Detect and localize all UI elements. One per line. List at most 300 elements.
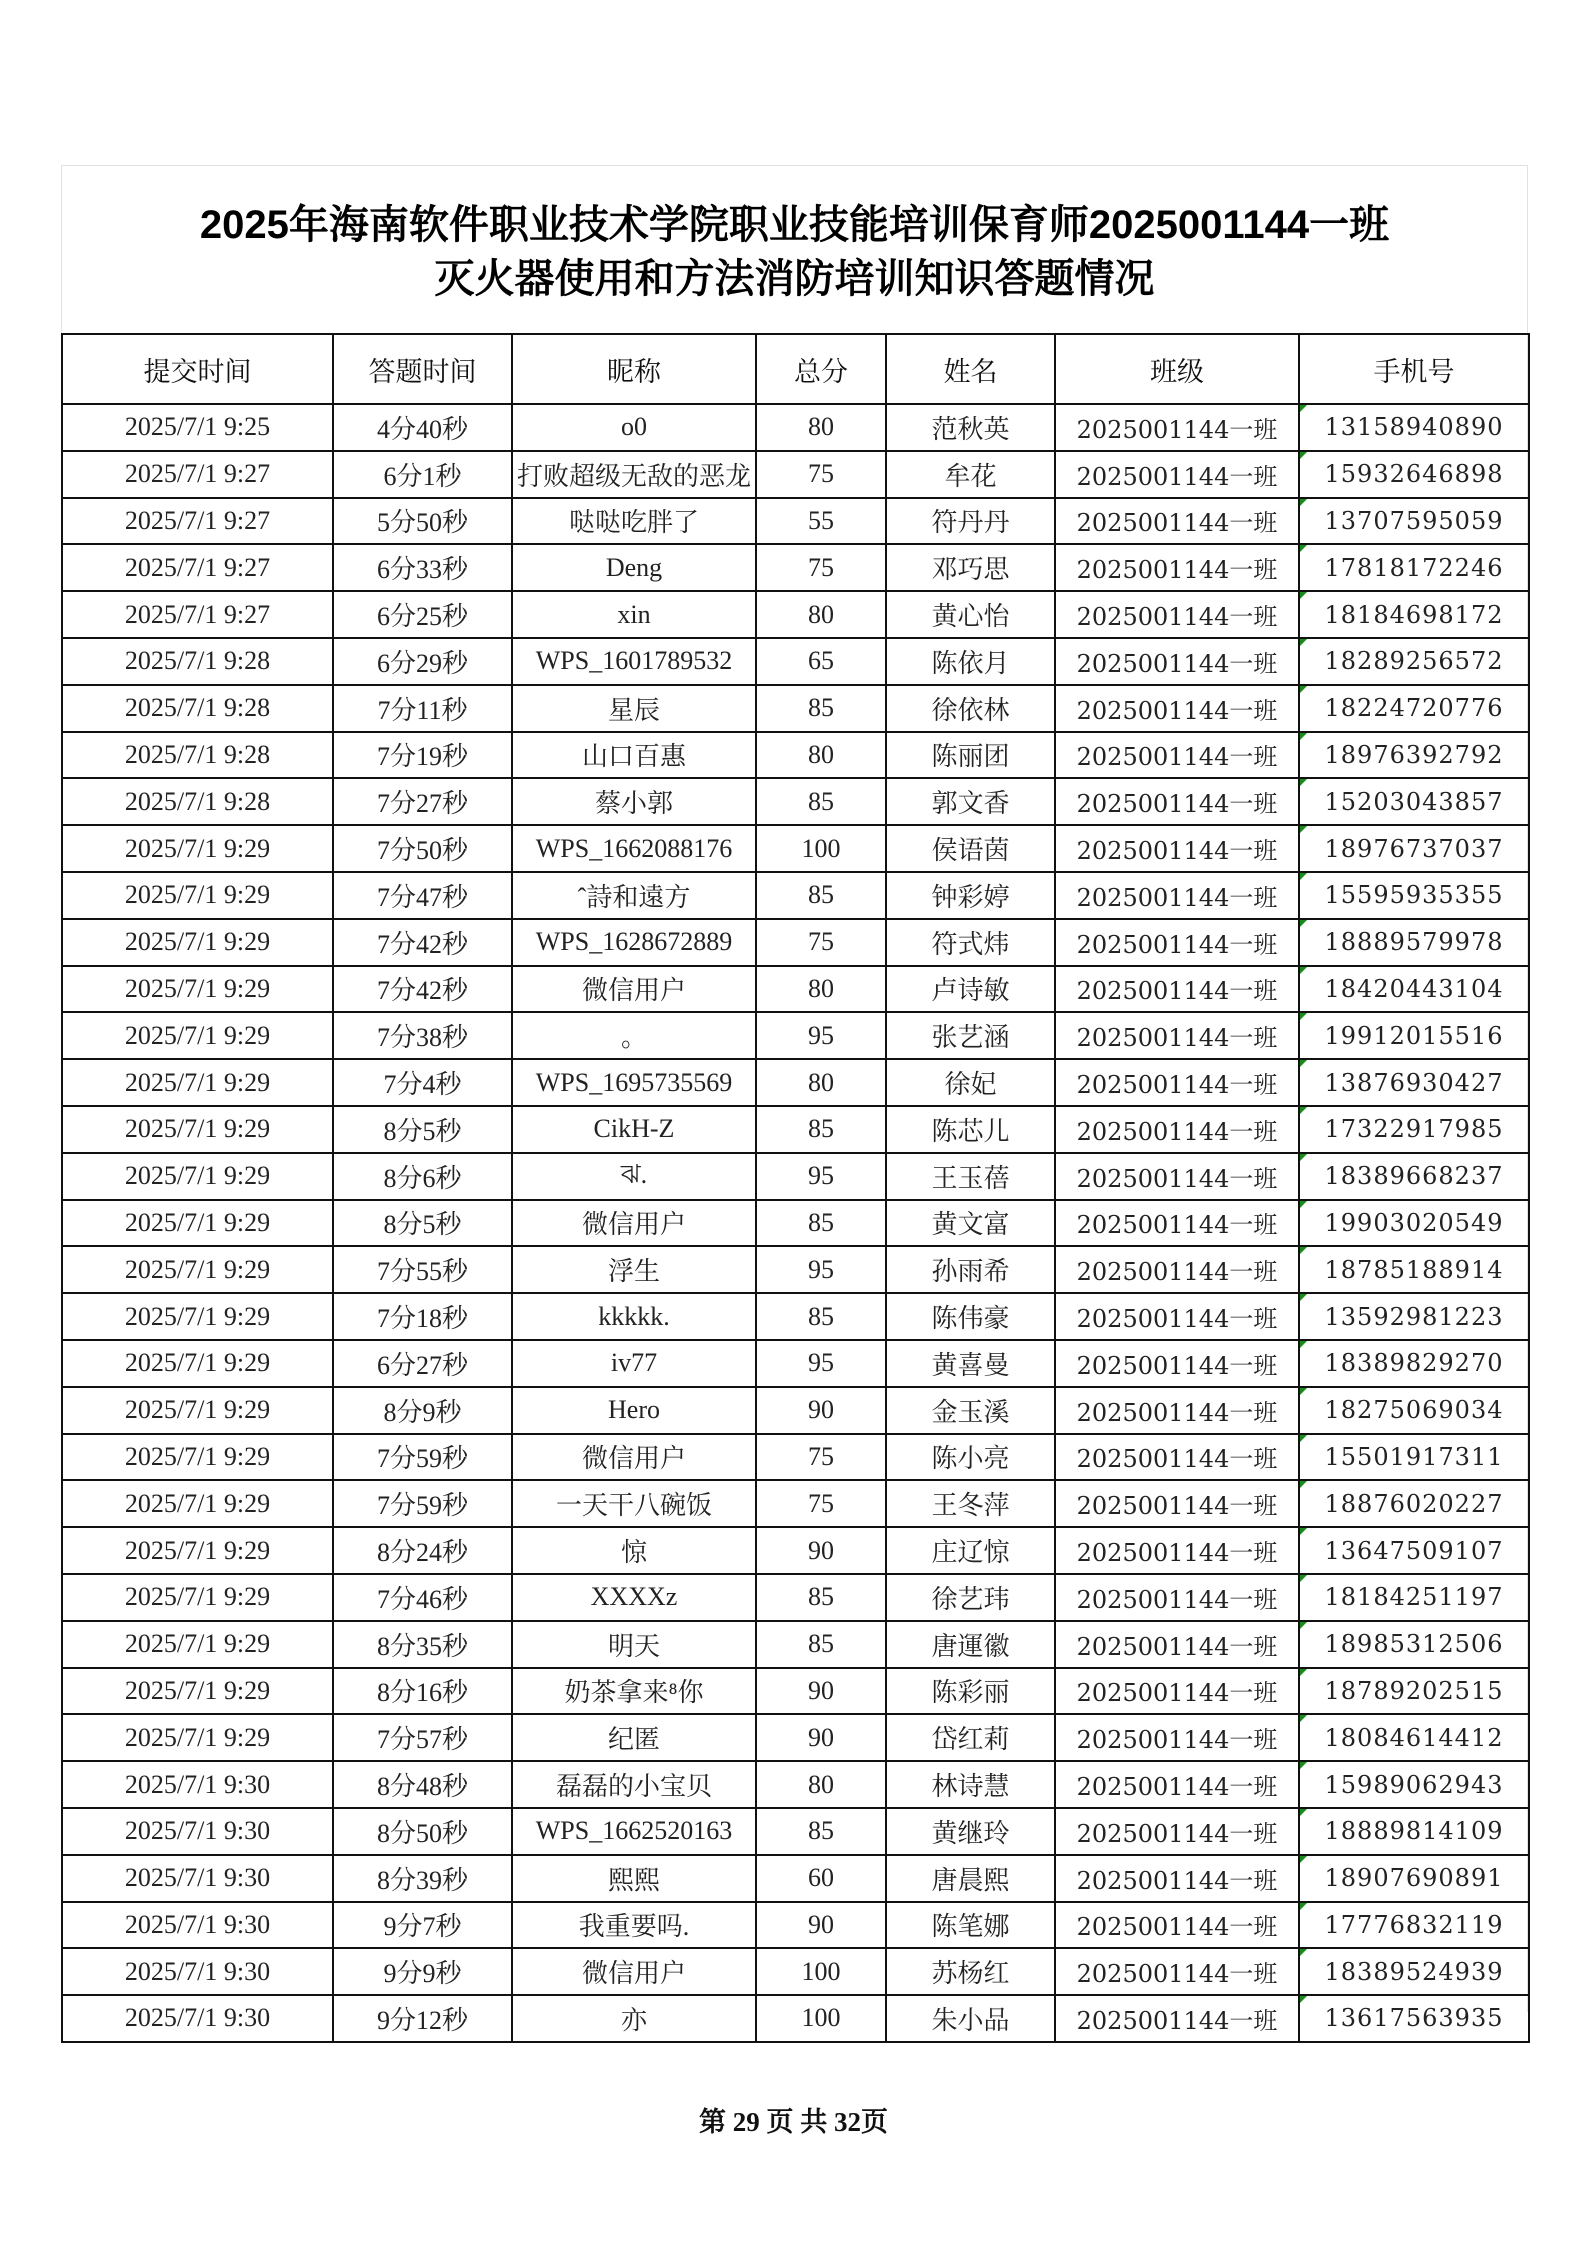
table-row — [62, 732, 1529, 779]
text-number-indicator-icon — [1300, 826, 1307, 833]
table-row — [62, 1855, 1529, 1902]
phone-cell — [1299, 1480, 1529, 1527]
class-cell — [1055, 1200, 1299, 1247]
nickname-cell — [512, 732, 756, 779]
score-cell — [756, 1668, 886, 1715]
submit-time-text: 2025/7/1 9:29 — [124, 833, 271, 863]
text-number-indicator-icon — [1300, 1107, 1307, 1114]
class-text: 2025001144一班 — [1076, 930, 1278, 959]
submit-time-cell — [62, 404, 333, 451]
score-text: 85 — [808, 786, 834, 816]
duration-cell — [333, 1668, 512, 1715]
class-cell — [1055, 1714, 1299, 1761]
score-cell — [756, 1855, 886, 1902]
score-text: 100 — [801, 1956, 841, 1986]
name-text: 黄继玲 — [931, 1818, 1010, 1848]
duration-text: 8分39秒 — [376, 1865, 468, 1895]
phone-cell — [1299, 966, 1529, 1013]
submit-time-text: 2025/7/1 9:28 — [124, 786, 271, 816]
text-number-indicator-icon — [1300, 1949, 1307, 1956]
nickname-cell — [512, 1387, 756, 1434]
duration-text: 7分47秒 — [376, 882, 468, 912]
name-cell — [886, 1059, 1055, 1106]
class-cell — [1055, 1995, 1299, 2042]
table-row — [62, 498, 1529, 545]
phone-cell — [1299, 1574, 1529, 1621]
name-text: 徐妃 — [944, 1070, 997, 1100]
submit-time-text: 2025/7/1 9:29 — [124, 1629, 271, 1659]
table-row — [62, 1995, 1529, 2042]
table-row — [62, 1714, 1529, 1761]
phone-text: 13592981223 — [1324, 1302, 1504, 1331]
class-cell — [1055, 1480, 1299, 1527]
duration-text: 9分7秒 — [383, 1912, 462, 1942]
phone-text: 18275069034 — [1324, 1396, 1504, 1425]
duration-cell — [333, 825, 512, 872]
nickname-cell — [512, 1527, 756, 1574]
duration-cell — [333, 1200, 512, 1247]
class-cell — [1055, 1012, 1299, 1059]
score-cell — [756, 1059, 886, 1106]
table-row — [62, 1621, 1529, 1668]
duration-text: 7分57秒 — [376, 1725, 468, 1755]
name-cell — [886, 544, 1055, 591]
name-text: 岱红莉 — [931, 1725, 1010, 1755]
score-cell — [756, 1902, 886, 1949]
table-row — [62, 404, 1529, 451]
score-cell — [756, 1153, 886, 1200]
nickname-text: 星辰 — [607, 695, 660, 725]
score-cell — [756, 685, 886, 732]
nickname-text: WPS_1662088176 — [535, 833, 733, 863]
score-text: 80 — [808, 599, 834, 629]
duration-text: 6分29秒 — [376, 648, 468, 678]
nickname-text: CikH-Z — [593, 1114, 675, 1144]
name-cell — [886, 1246, 1055, 1293]
duration-cell — [333, 778, 512, 825]
header-nickname: 昵称 — [512, 334, 756, 404]
nickname-cell — [512, 1434, 756, 1481]
submit-time-text: 2025/7/1 9:30 — [124, 1769, 271, 1799]
nickname-text: 熙熙 — [607, 1865, 660, 1895]
phone-text: 17322917985 — [1324, 1115, 1504, 1144]
class-cell — [1055, 1761, 1299, 1808]
name-text: 陈伟豪 — [931, 1304, 1010, 1334]
phone-text: 13707595059 — [1324, 506, 1504, 535]
class-cell — [1055, 919, 1299, 966]
nickname-text: 明天 — [607, 1631, 660, 1661]
submit-time-cell — [62, 966, 333, 1013]
duration-cell — [333, 1387, 512, 1434]
nickname-text: 哒哒吃胖了 — [568, 508, 699, 538]
score-text: 90 — [808, 1395, 834, 1425]
score-cell — [756, 1527, 886, 1574]
name-cell — [886, 591, 1055, 638]
duration-text: 9分12秒 — [376, 2005, 468, 2035]
submit-time-text: 2025/7/1 9:30 — [124, 2003, 271, 2033]
class-text: 2025001144一班 — [1076, 696, 1278, 725]
name-cell — [886, 638, 1055, 685]
class-text: 2025001144一班 — [1076, 509, 1278, 538]
name-text: 张艺涵 — [931, 1023, 1010, 1053]
name-cell — [886, 451, 1055, 498]
submit-time-cell — [62, 1668, 333, 1715]
table-row — [62, 1106, 1529, 1153]
phone-cell — [1299, 1527, 1529, 1574]
table-row — [62, 1012, 1529, 1059]
name-cell — [886, 919, 1055, 966]
submit-time-cell — [62, 1434, 333, 1481]
submit-time-text: 2025/7/1 9:29 — [124, 1114, 271, 1144]
duration-text: 6分27秒 — [376, 1350, 468, 1380]
nickname-text: WPS_1662520163 — [535, 1816, 733, 1846]
submit-time-text: 2025/7/1 9:29 — [124, 1582, 271, 1612]
nickname-text: xin — [617, 599, 651, 629]
nickname-text: 磊磊的小宝贝 — [555, 1772, 712, 1801]
phone-text: 18876020227 — [1324, 1489, 1504, 1518]
class-cell — [1055, 685, 1299, 732]
name-text: 唐運徽 — [931, 1631, 1010, 1661]
name-cell — [886, 1761, 1055, 1808]
duration-text: 7分11秒 — [377, 695, 468, 725]
phone-cell — [1299, 404, 1529, 451]
nickname-text: iv77 — [610, 1348, 658, 1378]
table-row — [62, 1340, 1529, 1387]
duration-text: 4分40秒 — [376, 414, 468, 444]
duration-cell — [333, 1714, 512, 1761]
nickname-cell — [512, 498, 756, 545]
phone-text: 18184251197 — [1324, 1583, 1504, 1612]
score-text: 75 — [808, 1488, 834, 1518]
score-cell — [756, 1621, 886, 1668]
score-text: 75 — [808, 459, 834, 489]
name-text: 金玉溪 — [931, 1397, 1010, 1427]
name-text: 黄心怡 — [931, 602, 1010, 632]
phone-text: 15932646898 — [1324, 460, 1504, 489]
name-text: 林诗慧 — [931, 1772, 1010, 1801]
class-text: 2025001144一班 — [1076, 1398, 1278, 1427]
submit-time-cell — [62, 1761, 333, 1808]
duration-text: 6分25秒 — [376, 602, 468, 632]
nickname-cell — [512, 1668, 756, 1715]
nickname-cell — [512, 1059, 756, 1106]
name-cell — [886, 872, 1055, 919]
phone-text: 19903020549 — [1324, 1208, 1504, 1237]
name-cell — [886, 498, 1055, 545]
submit-time-cell — [62, 1387, 333, 1434]
name-cell — [886, 966, 1055, 1013]
submit-time-cell — [62, 872, 333, 919]
duration-cell — [333, 732, 512, 779]
submit-time-cell — [62, 778, 333, 825]
duration-text: 6分1秒 — [383, 461, 462, 491]
score-text: 90 — [808, 1722, 834, 1752]
nickname-text: 奶茶拿来⁸你 — [564, 1678, 704, 1708]
submit-time-text: 2025/7/1 9:29 — [124, 973, 271, 1003]
score-cell — [756, 404, 886, 451]
nickname-text: XXXXz — [590, 1582, 678, 1612]
nickname-text: 亦 — [620, 2005, 647, 2035]
submit-time-text: 2025/7/1 9:29 — [124, 1161, 271, 1191]
name-cell — [886, 1668, 1055, 1715]
nickname-text: Deng — [605, 552, 663, 582]
duration-cell — [333, 1293, 512, 1340]
submit-time-text: 2025/7/1 9:29 — [124, 927, 271, 957]
score-cell — [756, 1714, 886, 1761]
class-text: 2025001144一班 — [1076, 1819, 1278, 1848]
score-text: 95 — [808, 1161, 834, 1191]
nickname-cell — [512, 1995, 756, 2042]
text-number-indicator-icon — [1300, 1247, 1307, 1254]
duration-cell — [333, 1995, 512, 2042]
duration-text: 7分42秒 — [376, 929, 468, 959]
class-text: 2025001144一班 — [1076, 556, 1278, 585]
phone-cell — [1299, 1387, 1529, 1434]
class-cell — [1055, 966, 1299, 1013]
phone-cell — [1299, 1200, 1529, 1247]
submit-time-text: 2025/7/1 9:28 — [124, 739, 271, 769]
text-number-indicator-icon — [1300, 1060, 1307, 1067]
nickname-text: ˆ詩和遠方 — [577, 882, 691, 912]
class-cell — [1055, 1434, 1299, 1481]
phone-cell — [1299, 1948, 1529, 1995]
class-cell — [1055, 591, 1299, 638]
nickname-text: 微信用户 — [581, 976, 686, 1006]
table-row — [62, 1527, 1529, 1574]
class-text: 2025001144一班 — [1076, 1539, 1278, 1568]
submit-time-cell — [62, 498, 333, 545]
text-number-indicator-icon — [1300, 1388, 1307, 1395]
duration-text: 7分27秒 — [376, 789, 468, 819]
duration-cell — [333, 1340, 512, 1387]
nickname-text: 我重要吗. — [578, 1912, 690, 1942]
text-number-indicator-icon — [1300, 1013, 1307, 1020]
table-row — [62, 1293, 1529, 1340]
phone-text: 13617563935 — [1324, 2004, 1504, 2033]
duration-cell — [333, 404, 512, 451]
duration-text: 7分38秒 — [376, 1023, 468, 1053]
submit-time-text: 2025/7/1 9:29 — [124, 1488, 271, 1518]
name-text: 郭文香 — [931, 789, 1010, 819]
submit-time-cell — [62, 544, 333, 591]
phone-cell — [1299, 591, 1529, 638]
name-text: 孙雨希 — [931, 1257, 1010, 1287]
submit-time-cell — [62, 1246, 333, 1293]
phone-cell — [1299, 1106, 1529, 1153]
submit-time-cell — [62, 1480, 333, 1527]
phone-cell — [1299, 1340, 1529, 1387]
class-text: 2025001144一班 — [1076, 1773, 1278, 1801]
submit-time-cell — [62, 638, 333, 685]
submit-time-cell — [62, 1340, 333, 1387]
name-text: 苏杨红 — [931, 1959, 1010, 1989]
submit-time-text: 2025/7/1 9:28 — [124, 646, 271, 676]
name-text: 庄辽惊 — [931, 1538, 1010, 1568]
nickname-cell — [512, 1340, 756, 1387]
nickname-cell — [512, 825, 756, 872]
phone-cell — [1299, 1808, 1529, 1855]
class-cell — [1055, 1293, 1299, 1340]
submit-time-text: 2025/7/1 9:27 — [124, 552, 271, 582]
text-number-indicator-icon — [1300, 405, 1307, 412]
phone-cell — [1299, 638, 1529, 685]
phone-cell — [1299, 685, 1529, 732]
phone-cell — [1299, 498, 1529, 545]
submit-time-cell — [62, 1995, 333, 2042]
class-text: 2025001144一班 — [1076, 1492, 1278, 1521]
duration-cell — [333, 1246, 512, 1293]
phone-text: 17818172246 — [1324, 553, 1504, 582]
table-row — [62, 919, 1529, 966]
text-number-indicator-icon — [1300, 1762, 1307, 1769]
class-text: 2025001144一班 — [1076, 1164, 1278, 1193]
score-cell — [756, 1434, 886, 1481]
nickname-text: 微信用户 — [581, 1444, 686, 1474]
score-text: 95 — [808, 1020, 834, 1050]
text-number-indicator-icon — [1300, 1341, 1307, 1348]
score-text: 85 — [808, 1301, 834, 1331]
duration-cell — [333, 1761, 512, 1808]
nickname-cell — [512, 1293, 756, 1340]
submit-time-cell — [62, 1948, 333, 1995]
submit-time-cell — [62, 1808, 333, 1855]
score-cell — [756, 498, 886, 545]
score-cell — [756, 732, 886, 779]
submit-time-cell — [62, 825, 333, 872]
table-row — [62, 872, 1529, 919]
phone-text: 18224720776 — [1324, 694, 1504, 723]
text-number-indicator-icon — [1300, 1809, 1307, 1816]
submit-time-text: 2025/7/1 9:29 — [124, 880, 271, 910]
score-cell — [756, 778, 886, 825]
phone-cell — [1299, 825, 1529, 872]
score-text: 85 — [808, 1582, 834, 1612]
submit-time-cell — [62, 451, 333, 498]
duration-cell — [333, 1527, 512, 1574]
duration-text: 7分4秒 — [383, 1070, 462, 1100]
text-number-indicator-icon — [1300, 1856, 1307, 1863]
duration-cell — [333, 1902, 512, 1949]
header-phone: 手机号 — [1299, 334, 1529, 404]
duration-cell — [333, 451, 512, 498]
nickname-text: WPS_1695735569 — [535, 1067, 733, 1097]
name-cell — [886, 1480, 1055, 1527]
phone-text: 18976392792 — [1324, 740, 1504, 769]
phone-cell — [1299, 1761, 1529, 1808]
class-cell — [1055, 498, 1299, 545]
name-text: 王玉蓓 — [931, 1163, 1010, 1193]
submit-time-text: 2025/7/1 9:29 — [124, 1207, 271, 1237]
name-cell — [886, 1434, 1055, 1481]
class-cell — [1055, 1808, 1299, 1855]
name-cell — [886, 1340, 1055, 1387]
nickname-cell — [512, 1855, 756, 1902]
nickname-text: Hero — [608, 1395, 660, 1425]
text-number-indicator-icon — [1300, 733, 1307, 740]
nickname-cell — [512, 1621, 756, 1668]
name-cell — [886, 1200, 1055, 1247]
score-cell — [756, 451, 886, 498]
submit-time-text: 2025/7/1 9:29 — [124, 1441, 271, 1471]
text-number-indicator-icon — [1300, 452, 1307, 459]
phone-cell — [1299, 1668, 1529, 1715]
class-text: 2025001144一班 — [1076, 1632, 1278, 1661]
name-cell — [886, 1948, 1055, 1995]
score-text: 90 — [808, 1535, 834, 1565]
score-cell — [756, 1200, 886, 1247]
duration-cell — [333, 685, 512, 732]
class-cell — [1055, 544, 1299, 591]
submit-time-cell — [62, 1902, 333, 1949]
submit-time-text: 2025/7/1 9:28 — [124, 693, 271, 723]
submit-time-text: 2025/7/1 9:27 — [124, 599, 271, 629]
score-cell — [756, 825, 886, 872]
name-text: 侯语茵 — [931, 836, 1010, 866]
submit-time-cell — [62, 919, 333, 966]
phone-text: 18184698172 — [1324, 600, 1504, 629]
score-text: 75 — [808, 1441, 834, 1471]
submit-time-text: 2025/7/1 9:30 — [124, 1816, 271, 1846]
submit-time-text: 2025/7/1 9:29 — [124, 1395, 271, 1425]
duration-text: 7分50秒 — [376, 836, 468, 866]
phone-text: 18420443104 — [1324, 974, 1504, 1003]
nickname-cell — [512, 1200, 756, 1247]
name-text: 陈丽团 — [931, 742, 1010, 772]
nickname-cell — [512, 685, 756, 732]
nickname-text: 惊 — [620, 1538, 647, 1568]
table-row — [62, 825, 1529, 872]
nickname-cell — [512, 638, 756, 685]
score-cell — [756, 1293, 886, 1340]
class-cell — [1055, 1948, 1299, 1995]
class-text: 2025001144一班 — [1076, 462, 1278, 491]
text-number-indicator-icon — [1300, 873, 1307, 880]
duration-cell — [333, 1106, 512, 1153]
nickname-text: 山口百惠 — [581, 742, 686, 772]
class-text: 2025001144一班 — [1076, 1913, 1278, 1942]
duration-cell — [333, 591, 512, 638]
table-row — [62, 966, 1529, 1013]
score-text: 90 — [808, 1909, 834, 1939]
name-text: 陈笔娜 — [931, 1912, 1010, 1942]
duration-text: 8分50秒 — [376, 1818, 468, 1848]
nickname-cell — [512, 1153, 756, 1200]
phone-text: 18389829270 — [1324, 1349, 1504, 1378]
name-cell — [886, 1855, 1055, 1902]
score-text: 75 — [808, 552, 834, 582]
text-number-indicator-icon — [1300, 1435, 1307, 1442]
duration-cell — [333, 1948, 512, 1995]
class-cell — [1055, 1106, 1299, 1153]
table-row — [62, 1902, 1529, 1949]
table-row — [62, 1761, 1529, 1808]
nickname-text: o0 — [621, 412, 647, 442]
class-text: 2025001144一班 — [1076, 1960, 1278, 1989]
class-text: 2025001144一班 — [1076, 977, 1278, 1006]
submit-time-cell — [62, 732, 333, 779]
page-number: 第 29 页 共 32页 — [699, 2107, 888, 2137]
text-number-indicator-icon — [1300, 1622, 1307, 1629]
score-text: 75 — [808, 927, 834, 957]
duration-cell — [333, 872, 512, 919]
table-row — [62, 685, 1529, 732]
submit-time-text: 2025/7/1 9:29 — [124, 1020, 271, 1050]
class-cell — [1055, 1246, 1299, 1293]
table-row — [62, 451, 1529, 498]
text-number-indicator-icon — [1300, 1154, 1307, 1161]
class-text: 2025001144一班 — [1076, 1679, 1278, 1708]
submit-time-cell — [62, 1293, 333, 1340]
